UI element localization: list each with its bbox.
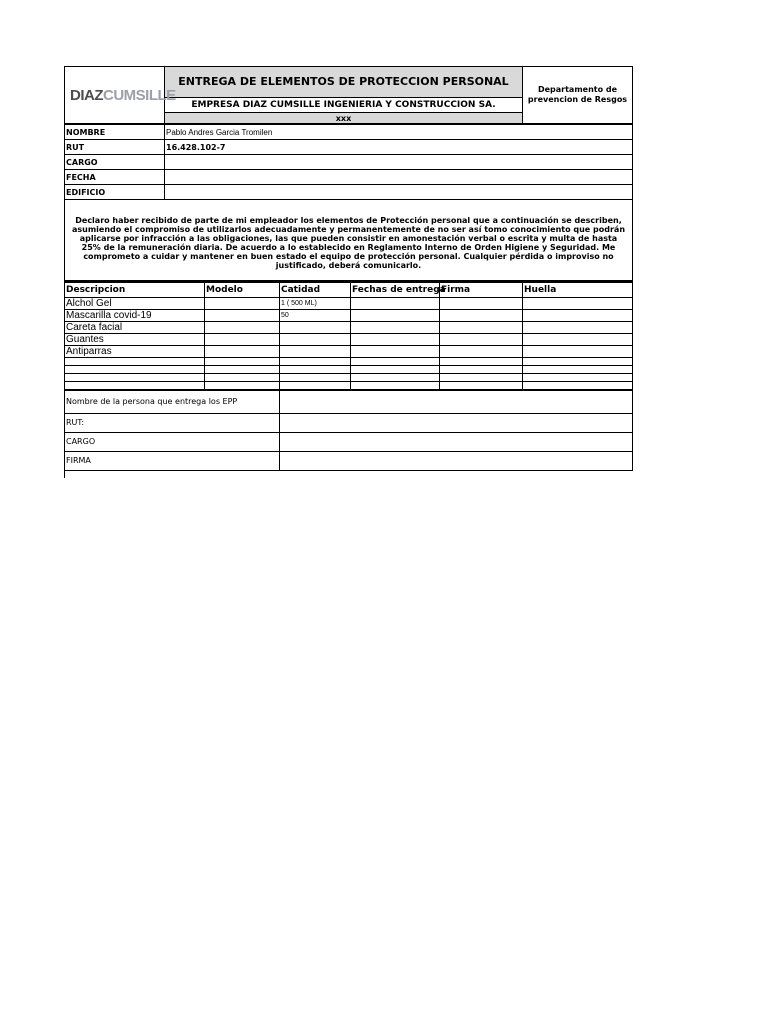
fields-table <box>64 124 633 282</box>
cargo-firma-field[interactable] <box>280 433 633 452</box>
item-fecha[interactable] <box>351 322 440 334</box>
item-firma[interactable] <box>440 322 523 334</box>
item-fecha[interactable] <box>351 346 440 358</box>
entrega-label: Nombre de la persona que entrega los EPP <box>65 391 280 414</box>
company-name: EMPRESA DIAZ CUMSILLE INGENIERIA Y CONSTRUCCION SA. <box>165 97 523 113</box>
item-modelo[interactable] <box>205 298 280 310</box>
item-descripcion: Guantes <box>65 334 205 346</box>
fecha-label: FECHA <box>65 170 165 185</box>
epp-form <box>64 66 632 478</box>
item-firma[interactable] <box>440 310 523 322</box>
col-huella: Huella <box>523 283 633 298</box>
table-row <box>65 310 633 322</box>
empty-row <box>65 358 633 366</box>
firma-field[interactable] <box>280 452 633 471</box>
empty-row <box>65 382 633 390</box>
item-firma[interactable] <box>440 346 523 358</box>
form-title: ENTREGA DE ELEMENTOS DE PROTECCION PERSONAL <box>165 67 523 98</box>
item-cantidad[interactable]: 1 ( 500 ML) <box>280 298 351 310</box>
empty-row <box>65 366 633 374</box>
item-modelo[interactable] <box>205 346 280 358</box>
department-label: Departamento de prevencion de Resgos <box>523 67 633 124</box>
rut-firma-field[interactable] <box>280 414 633 433</box>
rut-field[interactable]: 16.428.102-7 <box>165 140 633 155</box>
col-descripcion: Descripcion <box>65 283 205 298</box>
col-firma: Firma <box>440 283 523 298</box>
cargo-firma-label: CARGO <box>65 433 280 452</box>
declaration-text: Declaro haber recibido de parte de mi empleador los elementos de Protección personal que a continuación se describen, asumiendo el compromiso de utilizarlos adecuadamente y permanentemente de no ser así tomo conocimiento que podrán aplicarse por infracción a las obligaciones, las que pueden consistir en amonestación verbal o escrita y multa de hasta 25% de la remuneración diaria. De acuerdo a lo establecido en Reglamento Interno de Orden Higiene y Seguridad. Me comprometo a cuidar y mantener en buen estado el equipo de protección personal. Cualquier pérdida o improviso no justificado, deberá comunicarlo. <box>65 200 633 282</box>
empty-row <box>65 374 633 382</box>
item-huella[interactable] <box>523 298 633 310</box>
edificio-label: EDIFICIO <box>65 185 165 200</box>
item-modelo[interactable] <box>205 334 280 346</box>
left-border-tail <box>64 471 65 478</box>
item-firma[interactable] <box>440 298 523 310</box>
item-cantidad[interactable] <box>280 334 351 346</box>
form-code: xxx <box>165 113 523 124</box>
table-row <box>65 334 633 346</box>
item-huella[interactable] <box>523 334 633 346</box>
item-modelo[interactable] <box>205 310 280 322</box>
signature-table <box>64 390 633 471</box>
nombre-label: NOMBRE <box>65 125 165 140</box>
firma-label: FIRMA <box>65 452 280 471</box>
col-modelo: Modelo <box>205 283 280 298</box>
logo-text: DIAZCUMSILLE <box>70 86 176 104</box>
item-huella[interactable] <box>523 310 633 322</box>
item-descripcion: Careta facial <box>65 322 205 334</box>
item-firma[interactable] <box>440 334 523 346</box>
item-fecha[interactable] <box>351 334 440 346</box>
table-row <box>65 322 633 334</box>
col-fechas-entrega: Fechas de entrega <box>351 283 440 298</box>
edificio-field[interactable] <box>165 185 633 200</box>
rut-label: RUT <box>65 140 165 155</box>
cargo-label: CARGO <box>65 155 165 170</box>
item-fecha[interactable] <box>351 298 440 310</box>
rut-firma-label: RUT: <box>65 414 280 433</box>
item-cantidad[interactable] <box>280 346 351 358</box>
col-cantidad: Catidad <box>280 283 351 298</box>
fecha-field[interactable] <box>165 170 633 185</box>
entrega-field[interactable] <box>280 391 633 414</box>
item-descripcion: Antiparras <box>65 346 205 358</box>
item-cantidad[interactable]: 50 <box>280 310 351 322</box>
epp-items-table <box>64 282 633 390</box>
item-descripcion: Mascarilla covid-19 <box>65 310 205 322</box>
table-row <box>65 298 633 310</box>
item-fecha[interactable] <box>351 310 440 322</box>
logo <box>65 67 176 124</box>
item-huella[interactable] <box>523 346 633 358</box>
item-cantidad[interactable] <box>280 322 351 334</box>
item-descripcion: Alchol Gel <box>65 298 205 310</box>
item-huella[interactable] <box>523 322 633 334</box>
cargo-field[interactable] <box>165 155 633 170</box>
item-modelo[interactable] <box>205 322 280 334</box>
header-table <box>64 66 633 124</box>
nombre-field[interactable]: Pablo Andres Garcia Tromilen <box>165 125 633 140</box>
table-row <box>65 346 633 358</box>
